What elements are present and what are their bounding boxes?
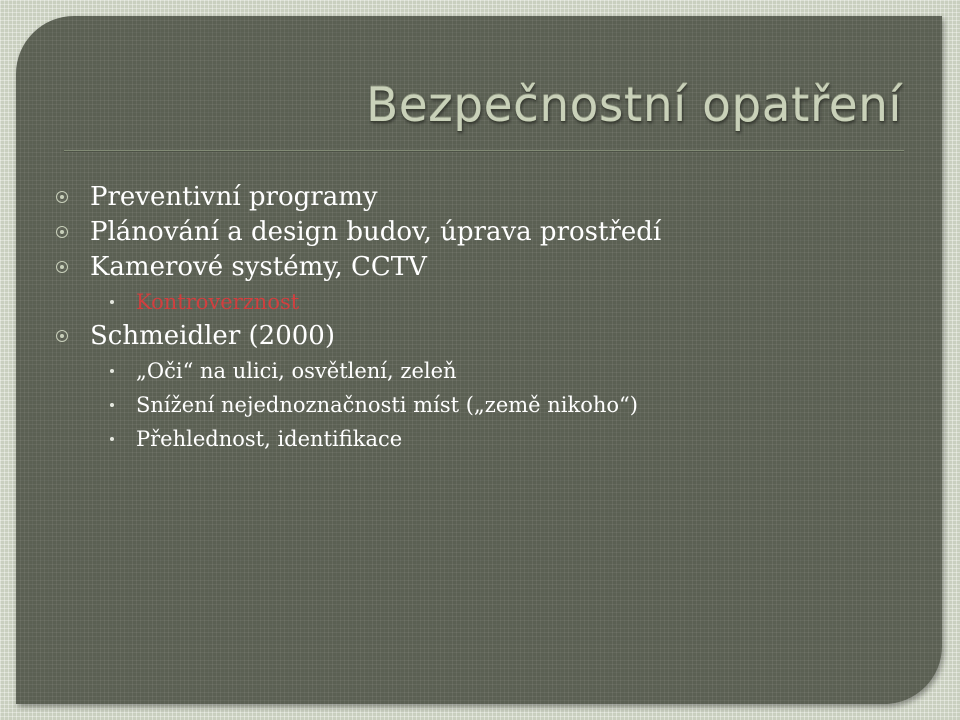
list-item: [54, 319, 914, 354]
small-dot-icon: [110, 437, 114, 441]
list-item: [54, 215, 914, 250]
sub-list-item: [54, 354, 914, 388]
circle-dot-icon: [56, 261, 68, 273]
sub-list-item-text: „Oči“ na ulici, osvětlení, zeleň: [136, 359, 457, 383]
bullet-list: [54, 180, 914, 456]
sub-list-item-text: Snížení nejednoznačnosti míst („země nikoho“): [136, 393, 638, 417]
sub-list-item: [54, 422, 914, 456]
circle-dot-icon: [56, 191, 68, 203]
circle-dot-icon: [56, 330, 68, 342]
list-item-text: Preventivní programy: [90, 182, 378, 212]
list-item: [54, 180, 914, 215]
circle-dot-icon: [56, 226, 68, 238]
sub-list-item-text: Kontroverznost: [136, 290, 300, 314]
title-divider: [64, 150, 904, 152]
list-item-text: Kamerové systémy, CCTV: [90, 252, 427, 282]
list-item-text: Schmeidler (2000): [90, 321, 335, 351]
sub-list-item: [54, 285, 914, 319]
sub-list-item: [54, 388, 914, 422]
small-dot-icon: [110, 300, 114, 304]
slide-title: Bezpečnostní opatření: [365, 78, 902, 133]
sub-list-item-text: Přehlednost, identifikace: [136, 427, 403, 451]
list-item-text: Plánování a design budov, úprava prostředí: [90, 217, 662, 247]
slide-canvas: [16, 16, 942, 704]
list-item: [54, 250, 914, 285]
small-dot-icon: [110, 403, 114, 407]
small-dot-icon: [110, 369, 114, 373]
